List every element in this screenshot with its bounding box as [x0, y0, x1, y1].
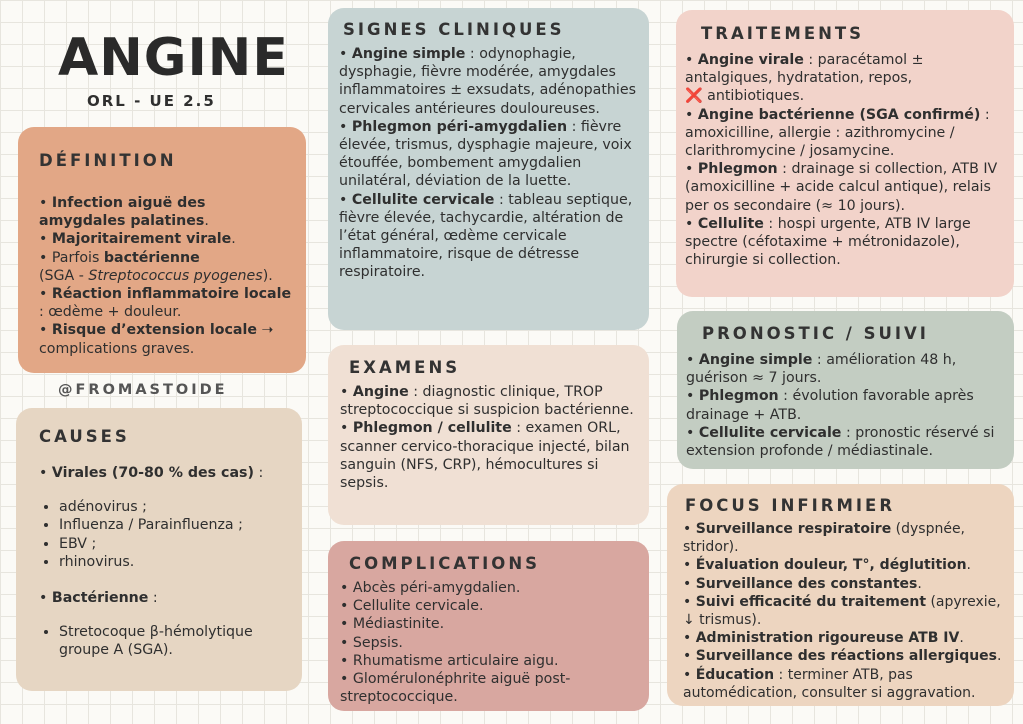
list-item: • Influenza / Parainfluenza ;: [59, 516, 288, 534]
definition-body: [39, 194, 292, 358]
examens-heading: EXAMENS: [349, 358, 461, 377]
complications-card: [328, 541, 649, 711]
focus-item: • Éducation : terminer ATB, pas automédication, consulter si aggravation.: [683, 666, 976, 701]
causes-viral: • Virales (70-80 % des cas) :: [39, 465, 264, 481]
traitements-body: [685, 51, 1002, 269]
examens-card: [328, 345, 649, 525]
focus-body: [683, 520, 1004, 702]
complications-body: [340, 579, 637, 706]
traitements-item: • Phlegmon : drainage si collection, ATB IV (amoxicilline + acide calcul antique), relais per os secondaire (≈ 10 jours).: [685, 161, 998, 214]
definition-card: [18, 127, 306, 373]
viral-list: [39, 498, 288, 571]
focus-infirmier-card: [667, 484, 1014, 706]
definition-item: • Infection aiguë des amygdales palatines.: [39, 195, 209, 230]
page-title: ANGINE: [58, 28, 289, 88]
pronostic-card: [677, 311, 1014, 469]
complications-item: • Rhumatisme articulaire aigu.: [340, 652, 559, 669]
signes-item: • Cellulite cervicale : tableau septique, fièvre élevée, tachycardie, altération de l’état général, œdème cervicale inflammatoire, risque de détresse respiratoire.: [339, 191, 633, 281]
focus-item: • Administration rigoureuse ATB IV.: [683, 630, 964, 647]
pronostic-heading: PRONOSTIC / SUIVI: [702, 324, 929, 343]
causes-bacterial: • Bactérienne :: [39, 590, 158, 607]
list-item: • Stretocoque β-hémolytique groupe A (SGA).: [59, 623, 288, 659]
list-item: • rhinovirus.: [59, 553, 288, 571]
list-item: • EBV ;: [59, 535, 288, 553]
definition-item: • Réaction inflammatoire locale : œdème + douleur.: [39, 286, 292, 321]
definition-heading: DÉFINITION: [39, 151, 177, 170]
definition-item: • Parfois bactérienne (SGA - Streptococcus pyogenes).: [39, 249, 273, 284]
traitements-card: [676, 10, 1014, 297]
definition-item: • Risque d’extension locale ➝ complications graves.: [39, 322, 274, 357]
complications-heading: COMPLICATIONS: [349, 554, 541, 573]
signes-item: • Phlegmon péri-amygdalien : fièvre élevée, trismus, dysphagie majeure, voix étouffée, bombement amygdalien unilatéral, déviation de la luette.: [339, 118, 632, 190]
pronostic-item: • Angine simple : amélioration 48 h, guérison ≈ 7 jours.: [686, 352, 957, 387]
author-handle: @FROMASTOIDE: [58, 382, 228, 398]
causes-heading: CAUSES: [39, 427, 130, 446]
list-item: • adénovirus ;: [59, 498, 288, 516]
focus-item: • Surveillance des réactions allergiques.: [683, 648, 1002, 665]
bacterial-list: [39, 623, 288, 659]
definition-item: • Majoritairement virale.: [39, 231, 236, 248]
focus-item: • Suivi efficacité du traitement (apyrexie, ↓ trismus).: [683, 593, 1001, 629]
focus-heading: FOCUS INFIRMIER: [685, 496, 896, 515]
complications-item: • Cellulite cervicale.: [340, 598, 484, 615]
examens-item: • Angine : diagnostic clinique, TROP streptococcique si suspicion bactérienne.: [340, 384, 634, 419]
complications-item: • Glomérulonéphrite aiguë post-streptococcique.: [340, 671, 571, 706]
causes-card: [16, 408, 302, 691]
examens-item: • Phlegmon / cellulite : examen ORL, scanner cervico-thoracique injecté, bilan sanguin (NFS, CRP), hémocultures si sepsis.: [340, 420, 630, 492]
focus-item: • Surveillance respiratoire (dyspnée, stridor).: [683, 521, 966, 556]
signes-body: [339, 45, 637, 282]
page-subtitle: ORL - UE 2.5: [87, 92, 216, 110]
pronostic-item: • Cellulite cervicale : pronostic réservé si extension profonde / médiastinale.: [686, 424, 995, 460]
signes-heading: SIGNES CLINIQUES: [343, 20, 565, 39]
traitements-heading: TRAITEMENTS: [701, 24, 865, 43]
pronostic-item: • Phlegmon : évolution favorable après drainage + ATB.: [686, 388, 974, 423]
traitements-item: • Cellulite : hospi urgente, ATB IV large spectre (céfotaxime + métronidazole), chirurgie si collection.: [685, 215, 971, 269]
focus-item: • Surveillance des constantes.: [683, 575, 922, 592]
examens-body: [340, 383, 637, 492]
signes-cliniques-card: [328, 8, 649, 330]
causes-body: [39, 464, 288, 660]
complications-item: • Abcès péri-amygdalien.: [340, 580, 521, 596]
traitements-item: • Angine bactérienne (SGA confirmé) : amoxicilline, allergie : azithromycine / clarithromycine / josamycine.: [685, 106, 990, 160]
complications-item: • Médiastinite.: [340, 616, 445, 633]
traitements-item: • Angine virale : paracétamol ± antalgiques, hydratation, repos, ❌ antibiotiques.: [685, 52, 924, 105]
complications-item: • Sepsis.: [340, 634, 403, 651]
focus-item: • Évaluation douleur, T°, déglutition.: [683, 557, 971, 574]
cross-icon: ❌: [685, 88, 703, 105]
signes-item: • Angine simple : odynophagie, dysphagie, fièvre modérée, amygdales inflammatoires ± exsudats, adénopathies cervicales antérieures douloureuses.: [339, 46, 636, 117]
pronostic-body: [686, 351, 1002, 460]
